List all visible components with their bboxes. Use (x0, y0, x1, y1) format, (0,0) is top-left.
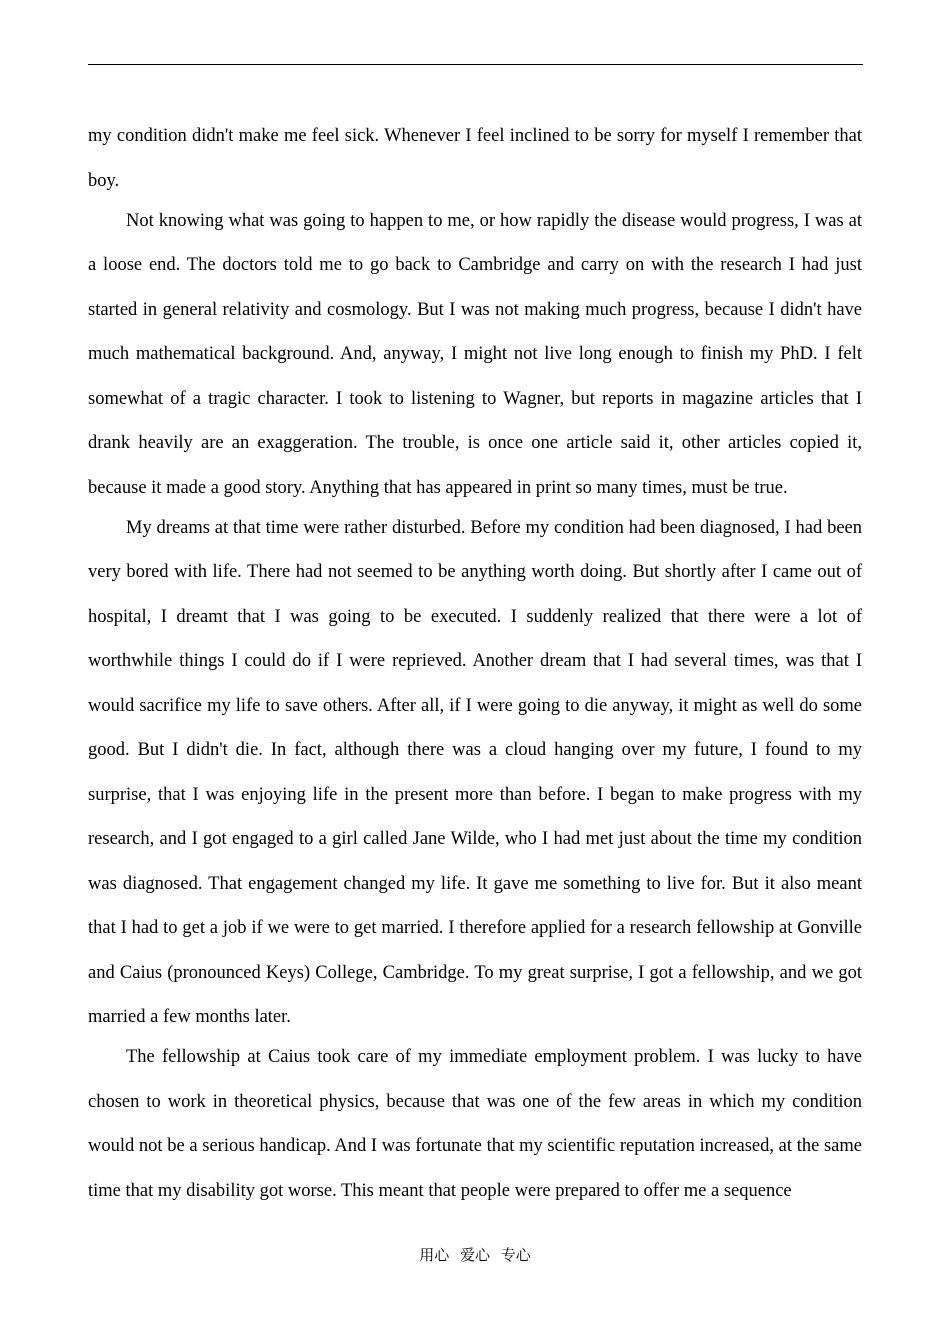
body-text (88, 114, 862, 1209)
header-rule (88, 64, 863, 65)
page-footer: 用心 爱心 专心 (419, 1246, 531, 1264)
paragraph-continuation: my condition didn't make me feel sick. Whenever I feel inclined to be sorry for myself I remember that boy. (88, 126, 862, 191)
paragraph-fellowship: The fellowship at Caius took care of my immediate employment problem. I was lucky to have chosen to work in theoretical physics, because that was one of the few areas in which my condition would not be a serious handicap. And I was fortunate that my scientific reputation increased, at the same time that my disability got worse. This meant that people were prepared to offer me a sequence (88, 1047, 862, 1201)
paragraph-loose-end: Not knowing what was going to happen to me, or how rapidly the disease would progress, I was at a loose end. The doctors told me to go back to Cambridge and carry on with the research I had just started in general relativity and cosmology. But I was not making much progress, because I didn't have much mathematical background. And, anyway, I might not live long enough to finish my PhD. I felt somewhat of a tragic character. I took to listening to Wagner, but reports in magazine articles that I drank heavily are an exaggeration. The trouble, is once one article said it, other articles copied it, because it made a good story. Anything that has appeared in print so many times, must be true. (88, 210, 862, 498)
paragraph-dreams: My dreams at that time were rather disturbed. Before my condition had been diagnosed, I had been very bored with life. There had not seemed to be anything worth doing. But shortly after I came out of hospital, I dreamt that I was going to be executed. I suddenly realized that there were a lot of worthwhile things I could do if I were reprieved. Another dream that I had several times, was that I would sacrifice my life to save others. After all, if I were going to die anyway, it might as well do some good. But I didn't die. In fact, although there was a cloud hanging over my future, I found to my surprise, that I was enjoying life in the present more than before. I began to make progress with my research, and I got engaged to a girl called Jane Wilde, who I had met just about the time my condition was diagnosed. That engagement changed my life. It gave me something to live for. But it also meant that I had to get a job if we were to get married. I therefore applied for a research fellowship at Gonville and Caius (pronounced Keys) College, Cambridge. To my great surprise, I got a fellowship, and we got married a few months later. (88, 517, 862, 1027)
